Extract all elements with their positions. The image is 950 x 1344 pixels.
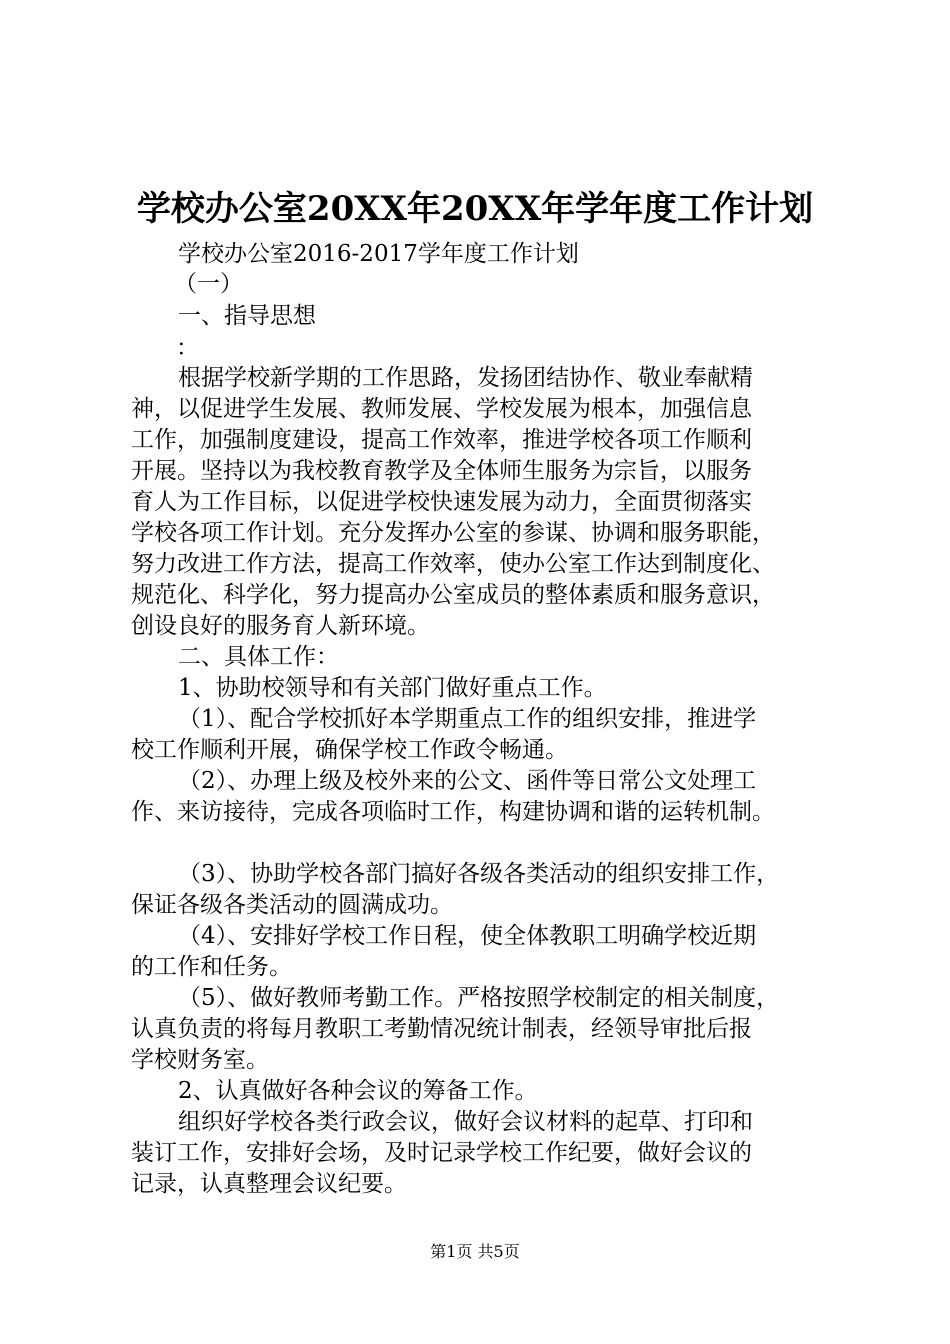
paragraph-line: 规范化、科学化，努力提高办公室成员的整体素质和服务意识， (131, 582, 775, 608)
paragraph-line: 学校财务室。 (131, 1047, 269, 1073)
paragraph-line: 根据学校新学期的工作思路，发扬团结协作、敬业奉献精 (178, 365, 753, 391)
paragraph-line: 的工作和任务。 (131, 954, 292, 980)
paragraph-line: 组织好学校各类行政会议，做好会议材料的起草、打印和 (178, 1109, 753, 1135)
paragraph-line: 努力改进工作方法，提高工作效率，使办公室工作达到制度化、 (131, 551, 775, 577)
page-footer: 第1页 共5页 (430, 1242, 520, 1261)
paragraph-line: （2）、办理上级及校外来的公文、函件等日常公文处理工 (178, 768, 757, 794)
item-heading: 2、认真做好各种会议的筹备工作。 (178, 1078, 538, 1104)
paragraph-line: （5）、做好教师考勤工作。严格按照学校制定的相关制度， (178, 985, 780, 1011)
paragraph-line: 学校各项工作计划。充分发挥办公室的参谋、协调和服务职能， (131, 520, 775, 546)
paragraph-line: 作、来访接待，完成各项临时工作，构建协调和谐的运转机制。 (131, 799, 775, 825)
paragraph-line: 育人为工作目标，以促进学校快速发展为动力，全面贯彻落实 (131, 489, 752, 515)
paragraph-line: 认真负责的将每月教职工考勤情况统计制表，经领导审批后报 (131, 1016, 752, 1042)
paragraph-line: 开展。坚持以为我校教育教学及全体师生服务为宗旨，以服务 (131, 458, 752, 484)
paragraph-line: （3）、协助学校各部门搞好各级各类活动的组织安排工作， (178, 861, 780, 887)
heading-specific-work: 二、具体工作： (178, 644, 339, 670)
section-marker: （一） (174, 271, 243, 297)
document-title: 学校办公室20XX年20XX年学年度工作计划 (136, 189, 814, 229)
paragraph-line: 校工作顺利开展，确保学校工作政令畅通。 (131, 737, 568, 763)
colon-line: ： (176, 335, 199, 361)
item-heading: 1、协助校领导和有关部门做好重点工作。 (178, 675, 607, 701)
subtitle-line: 学校办公室2016-2017学年度工作计划 (178, 241, 579, 267)
paragraph-line: 神，以促进学生发展、教师发展、学校发展为根本，加强信息 (131, 396, 752, 422)
paragraph-line: 创设良好的服务育人新环境。 (131, 613, 430, 639)
paragraph-line: 记录，认真整理会议纪要。 (131, 1171, 407, 1197)
paragraph-line: 工作，加强制度建设，提高工作效率，推进学校各项工作顺利 (131, 427, 752, 453)
paragraph-line: 保证各级各类活动的圆满成功。 (131, 892, 453, 918)
paragraph-line: （1）、配合学校抓好本学期重点工作的组织安排，推进学 (178, 706, 757, 732)
paragraph-line: 装订工作，安排好会场，及时记录学校工作纪要，做好会议的 (131, 1140, 752, 1166)
paragraph-line: （4）、安排好学校工作日程，使全体教职工明确学校近期 (178, 923, 757, 949)
heading-guiding-ideology: 一、指导思想 (178, 303, 316, 329)
